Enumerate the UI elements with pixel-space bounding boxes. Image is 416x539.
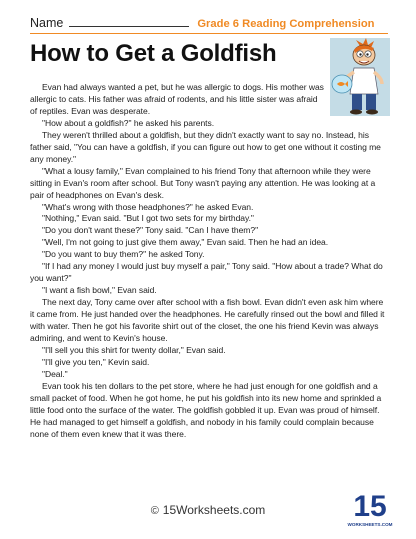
story-paragraph: "If I had any money I would just buy myself a pair," Tony said. "How about a trade? What do you want?" (30, 261, 383, 284)
copyright-symbol: © (150, 505, 159, 517)
header (30, 12, 390, 30)
name-label: Name (30, 16, 64, 30)
logo-text: WORKSHEETS.COM (347, 522, 393, 527)
story-paragraph: "What's wrong with those headphones?" he asked Evan. (42, 201, 254, 212)
story-paragraph: "I want a fish bowl," Evan said. (42, 285, 157, 296)
story-paragraph: Evan took his ten dollars to the pet store, where he had just enough for one goldfish and a small packet of food. When he got home, he put his goldfish into its new home and sprinkled a little food onto the surface of the water. The goldfish gobbled it up. Evan was proud of himself. He had managed to get himself a goldfish, and nobody in his family could complain because none of them even knew that it was there. (30, 380, 382, 439)
story-text (30, 82, 388, 441)
story-paragraph: "What a lousy family," Evan complained to his friend Tony that afternoon while they were sitting in Evan's room after school. But Tony wasn't paying any attention. He was looking at a pair of headphones on Evan's desk. (30, 165, 376, 200)
story-paragraph: "Do you don't want these?" Tony said. "Can I have them?" (42, 225, 259, 236)
story-paragraph: They weren't thrilled about a goldfish, but they didn't exactly want to say no. Instead, his father said, "You can have a goldfish, if you can figure out how to get one without it costing me any money." (30, 129, 381, 164)
story-paragraph: "I'll sell you this shirt for twenty dollar," Evan said. (42, 344, 226, 355)
subject-label: Grade 6 Reading Comprehension (197, 18, 375, 30)
story-paragraph: The next day, Tony came over after school with a fish bowl. Evan didn't even ask him where it came from. He just handed over the headphones. He carefully rinsed out the bowl and filled it with water. Then he got his favorite shirt out of the closet, the one his friend Kevin was always admiring, and went to Kevin's house. (30, 297, 385, 344)
story-paragraph: "Well, I'm not going to just give them away," Evan said. Then he had an idea. (42, 237, 329, 248)
story-paragraph: Evan had always wanted a pet, but he was allergic to dogs. His mother was allergic to cats. His father was afraid of rodents, and his little sister was afraid of reptiles. Evan was desperate. (30, 82, 324, 116)
story-paragraph: "Deal." (42, 368, 68, 379)
site-logo (347, 486, 393, 530)
story-paragraph: "I'll give you ten," Kevin said. (42, 356, 150, 367)
story-paragraph: "Do you want to buy them?" he asked Tony. (42, 249, 205, 260)
logo-number: 15 (353, 490, 387, 523)
story-paragraph: "How about a goldfish?" he asked his parents. (42, 117, 215, 128)
story-paragraph: "Nothing," Evan said. "But I got two sets for my birthday." (42, 213, 254, 224)
footer-site-link[interactable]: 15Worksheets.com (162, 503, 266, 517)
name-line[interactable] (69, 25, 189, 27)
page-title: How to Get a Goldfish (30, 40, 277, 67)
header-divider (30, 33, 388, 34)
